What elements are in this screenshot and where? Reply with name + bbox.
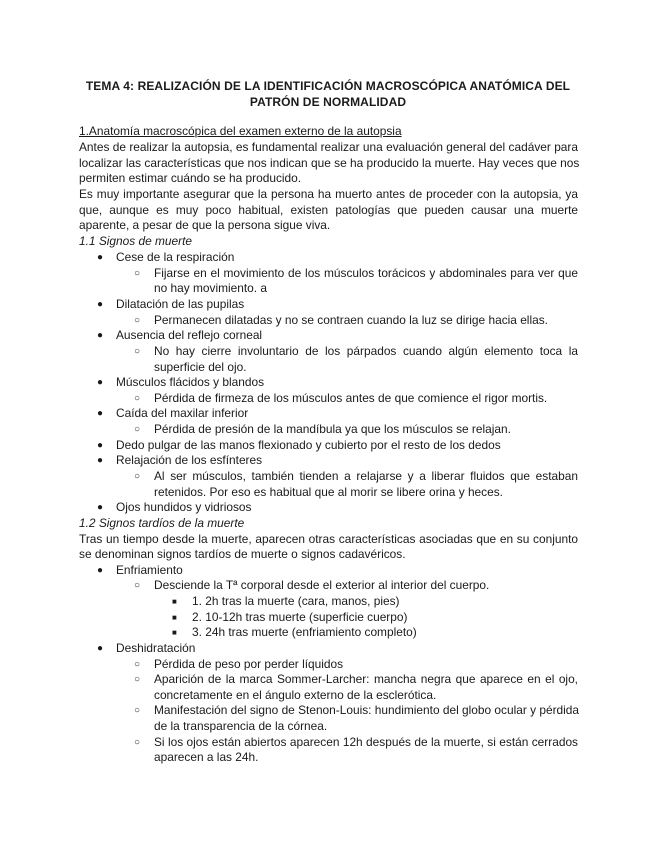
paragraph-line: aparente, a pesar de que la persona sigue viva. xyxy=(79,218,331,232)
sub-list-item: retenidos. Por eso es habitual que al morir se libere orina y heces. xyxy=(154,485,503,499)
bullet-icon: ● xyxy=(97,408,104,419)
paragraph-line: Es muy importante asegurar que la persona ha muerto antes de proceder con la autopsia, ya xyxy=(79,187,578,201)
list-item: Dedo pulgar de las manos flexionado y cubierto por el resto de los dedos xyxy=(116,438,501,452)
sub-list-item: Permanecen dilatadas y no se contraen cuando la luz se dirige hacia ellas. xyxy=(154,313,548,327)
sub-sub-list-item: 1. 2h tras la muerte (cara, manos, pies) xyxy=(192,594,400,608)
list-item: Relajación de los esfínteres xyxy=(116,453,263,467)
circle-bullet-icon: ○ xyxy=(134,315,141,326)
circle-bullet-icon: ○ xyxy=(134,580,141,591)
paragraph-line: Tras un tiempo desde la muerte, aparecen otras características asociadas que en su conjunto xyxy=(79,532,578,546)
list-item: Cese de la respiración xyxy=(116,250,235,264)
circle-bullet-icon: ○ xyxy=(134,659,141,670)
paragraph-line: se denominan signos tardíos de muerte o signos cadavéricos. xyxy=(79,547,406,561)
bullet-icon: ● xyxy=(97,440,104,451)
sub-list-item: Si los ojos están abiertos aparecen 12h después de la muerte, si están cerrados xyxy=(154,735,578,749)
paragraph-line: permiten estimar cuándo se ha producido. xyxy=(79,171,302,185)
bullet-icon: ● xyxy=(97,643,104,654)
sub-list-item: No hay cierre involuntario de los párpados cuando algún elemento toca la xyxy=(154,344,578,358)
sub-list-item: Pérdida de presión de la mandíbula ya que los músculos se relajan. xyxy=(154,422,511,436)
sub-list-item: concretamente en el ángulo externo de la esclerótica. xyxy=(154,688,437,702)
sub-list-item: Al ser músculos, también tienden a relajarse y a liberar fluidos que estaban xyxy=(154,469,578,483)
bullet-icon: ● xyxy=(97,299,104,310)
bullet-icon: ● xyxy=(97,330,104,341)
bullet-icon: ● xyxy=(97,565,104,576)
sub-sub-list-item: 3. 24h tras muerte (enfriamiento completo) xyxy=(192,625,417,639)
circle-bullet-icon: ○ xyxy=(134,705,141,716)
list-item: Músculos flácidos y blandos xyxy=(116,375,265,389)
square-bullet-icon: ■ xyxy=(172,628,177,637)
list-item: Ojos hundidos y vidriosos xyxy=(116,500,252,514)
sub-list-item: superficie del ojo. xyxy=(154,360,247,374)
list-item: Enfriamiento xyxy=(116,563,183,577)
sub-list-item: Desciende la Tª corporal desde el exterior al interior del cuerpo. xyxy=(154,578,490,592)
circle-bullet-icon: ○ xyxy=(134,393,141,404)
circle-bullet-icon: ○ xyxy=(134,268,141,279)
circle-bullet-icon: ○ xyxy=(134,674,141,685)
list-item: Ausencia del reflejo corneal xyxy=(116,328,263,342)
bullet-icon: ● xyxy=(97,252,104,263)
sub-list-item: Pérdida de firmeza de los músculos antes de que comience el rigor mortis. xyxy=(154,391,548,405)
circle-bullet-icon: ○ xyxy=(134,737,141,748)
title-line-1: TEMA 4: REALIZACIÓN DE LA IDENTIFICACIÓN MACROSCÓPICA ANATÓMICA DEL xyxy=(85,79,571,93)
list-item: Deshidratación xyxy=(116,641,196,655)
paragraph-line: Antes de realizar la autopsia, es fundamental realizar una evaluación general del cadáver para xyxy=(79,140,578,154)
square-bullet-icon: ■ xyxy=(172,613,177,622)
bullet-icon: ● xyxy=(97,502,104,513)
sub-list-item: Manifestación del signo de Stenon-Louis: hundimiento del globo ocular y pérdida xyxy=(154,703,580,717)
sub-sub-list-item: 2. 10-12h tras muerte (superficie cuerpo) xyxy=(192,610,408,624)
page-title xyxy=(80,78,576,110)
bullet-icon: ● xyxy=(97,377,104,388)
square-bullet-icon: ■ xyxy=(172,597,177,606)
sub-list-item: de la transparencia de la córnea. xyxy=(154,719,328,733)
sub-list-item: aparecen a las 24h. xyxy=(154,750,259,764)
circle-bullet-icon: ○ xyxy=(134,346,141,357)
list-item: Caída del maxilar inferior xyxy=(116,406,249,420)
paragraph-line: localizar las características que nos indican que se ha producido la muerte. Hay veces que nos xyxy=(79,156,580,170)
bullet-icon: ● xyxy=(97,455,104,466)
sub-list-item: Fijarse en el movimiento de los músculos torácicos y abdominales para ver que xyxy=(154,266,578,280)
circle-bullet-icon: ○ xyxy=(134,471,141,482)
subsection-heading: 1.2 Signos tardíos de la muerte xyxy=(79,516,245,530)
paragraph-line: que, aunque es muy poco habitual, existen patologías que pueden causar una muerte xyxy=(79,203,578,217)
sub-list-item: Aparición de la marca Sommer-Larcher: mancha negra que aparece en el ojo, xyxy=(154,672,578,686)
sub-list-item: Pérdida de peso por perder líquidos xyxy=(154,657,344,671)
sub-list-item: no hay movimiento. a xyxy=(154,281,268,295)
title-line-2: PATRÓN DE NORMALIDAD xyxy=(249,95,407,109)
list-item: Dilatación de las pupilas xyxy=(116,297,245,311)
circle-bullet-icon: ○ xyxy=(134,424,141,435)
section-heading: 1.Anatomía macroscópica del examen externo de la autopsia xyxy=(79,124,402,138)
subsection-heading: 1.1 Signos de muerte xyxy=(79,234,193,248)
